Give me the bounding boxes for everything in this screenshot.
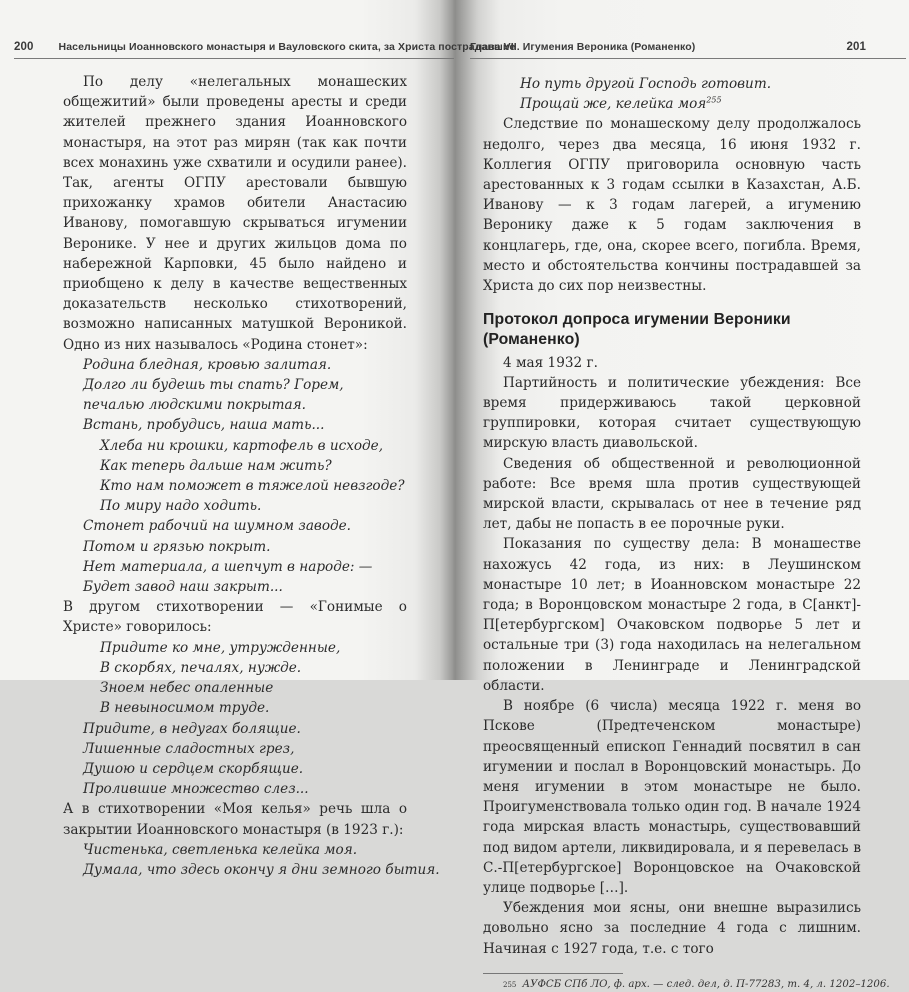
verse-line: Родина бледная, кровью залитая. <box>83 356 332 373</box>
verse-line: Встань, пробудись, наша мать... <box>83 417 325 434</box>
verse-line: Кто нам поможет в тяжелой невзгоде? <box>100 478 405 495</box>
poem-rodina-stonet <box>63 355 407 597</box>
paragraph: В ноябре (6 числа) месяца 1922 г. меня во Пскове (Предтеченском монастыре) преосвященный епископ Геннадий посвятил в сан игумении и послал в Воронцовский монастырь. До меня игумении в этом монастыре не было. Проигуменствовала только один год. В начале 1924 года мирская власть монастырь, существовавший под видом артели, ликвидировала, и я перевелась в С.-П[етербургское] Воронцовское на Очаковской улице подворье […]. <box>483 698 861 896</box>
paragraph: Убеждения мои ясны, они внешне выразились довольно ясно за последние 4 года с лишним. Начиная с 1927 года, т.е. с того <box>483 900 861 957</box>
footnote <box>483 978 890 992</box>
verse-line: Пролившие множество слез... <box>83 781 309 798</box>
verse-line: По миру надо ходить. <box>100 498 262 515</box>
verse-line: Душою и сердцем скорбящие. <box>83 760 304 777</box>
section-heading: Протокол допроса игумении Вероники (Романенко) <box>483 311 791 349</box>
verse-line: Хлеба ни крошки, картофель в исходе, <box>100 437 384 454</box>
left-running-head <box>14 36 516 59</box>
footnote-number: 255 <box>503 980 517 989</box>
verse-line: Думала, что здесь окончу я дни земного бытия. <box>83 861 440 878</box>
right-running-title: Глава VII. Игумения Вероника (Романенко) <box>470 41 696 53</box>
paragraph: Следствие по монашескому делу продолжалось недолго, через два месяца, 16 июня 1932 г. Коллегия ОГПУ приговорила основную часть арестованных к 3 годам ссылки в Казахстан, А.Б. Иванову — к 3 годам лагерей, а игумению Веронику даже к 5 годам заключения в концлагерь, где, она, скорее всего, погибла. Время, место и обстоятельства кончины пострадавшей за Христа до сих пор неизвестны. <box>483 116 861 295</box>
left-page-number: 200 <box>14 41 34 53</box>
verse-line: Но путь другой Господь готовит. <box>520 76 772 92</box>
verse-line: Стонет рабочий на шумном заводе. <box>83 518 351 535</box>
paragraph: По делу «нелегальных монашеских общежитий» были проведены аресты и среди жителей прежнего здания Иоанновского монастыря, на этот раз мирян (так как почти всех монахинь уже схватили и осудили ранее). Так, агенты ОГПУ арестовали бывшую прихожанку храмов обители Анастасию Иванову, помогавшую скрываться игумении Веронике. У нее и других жильцов дома по набережной Карповки, 45 было найдено и приобщено к делу в качестве вещественных доказательств несколько стихотворений, возможно написанных матушкой Вероникой. Одно из них называлось «Родина стонет»: <box>63 74 407 353</box>
verse-line: Как теперь дальше нам жить? <box>100 457 332 474</box>
footnote-text: АУФСБ СПб ЛО, ф. арх. — след. дел, д. П-77283, т. 4, л. 1202–1206. <box>522 978 890 990</box>
verse-line: Будет завод наш закрыт... <box>83 579 283 596</box>
verse-line: Чистенька, светленька келейка моя. <box>83 841 358 858</box>
verse-line: Придите, в недугах болящие. <box>83 720 301 737</box>
verse-line: Прощай же, келейка моя$^{255}$ <box>520 95 722 113</box>
verse-line: Придите ко мне, утружденные, <box>100 639 341 656</box>
verse-line: Долго ли будешь ты спать? Горем, <box>83 377 344 394</box>
footnote-rule <box>483 973 623 974</box>
poem-gonimye-o-khriste <box>63 638 407 800</box>
verse-line: Зноем небес опаленные <box>100 680 274 697</box>
verse-line: Потом и грязью покрыт. <box>83 538 271 555</box>
paragraph: Показания по существу дела: В монашестве нахожусь 42 года, из них: в Леушинском монастыре 10 лет; в Иоанновском монастыре 22 года; в Воронцовском монастыре 2 года, в С[анкт]-П[етербургском] Очаковском подворье 5 лет и остальные три (3) года находилась на нелегальном положении в Ленинграде и Ленинградской области. <box>483 536 861 694</box>
protocol-date: 4 мая 1932 г. <box>503 354 598 371</box>
right-page-text <box>483 74 890 992</box>
verse-line: Лишенные сладостных грез, <box>83 740 295 757</box>
paragraph: Сведения об общественной и революционной работе: Все время шла против существующей мирской власти, скрывалась от нее в течение ряд лет, дабы не попасть в ее порочные руки. <box>483 455 861 533</box>
left-page-text <box>63 72 440 880</box>
left-running-title: Насельницы Иоанновского монастыря и Вауловского скита, за Христа пострадавшие <box>58 41 516 53</box>
verse-line: В скорбях, печалях, нужде. <box>100 659 302 676</box>
footnote-marker[interactable]: 255 <box>706 95 722 105</box>
verse-line: печалью людскими покрытая. <box>83 397 306 414</box>
poem-continuation <box>483 74 861 114</box>
right-page-number: 201 <box>846 41 866 53</box>
verse-line: В невыносимом труде. <box>100 700 270 717</box>
right-running-head <box>470 36 906 59</box>
paragraph: А в стихотворении «Моя келья» речь шла о закрытии Иоанновского монастыря (в 1923 г.): <box>63 801 407 838</box>
verse-line: Нет материала, а шепчут в народе: — <box>83 558 373 575</box>
paragraph: В другом стихотворении — «Гонимые о Христе» говорилось: <box>63 599 407 636</box>
poem-moya-kelya <box>63 840 440 880</box>
paragraph: Партийность и политические убеждения: Все время придерживаюсь такой церковной группировки, которая считает существующую мирскую власть диавольской. <box>483 374 861 452</box>
